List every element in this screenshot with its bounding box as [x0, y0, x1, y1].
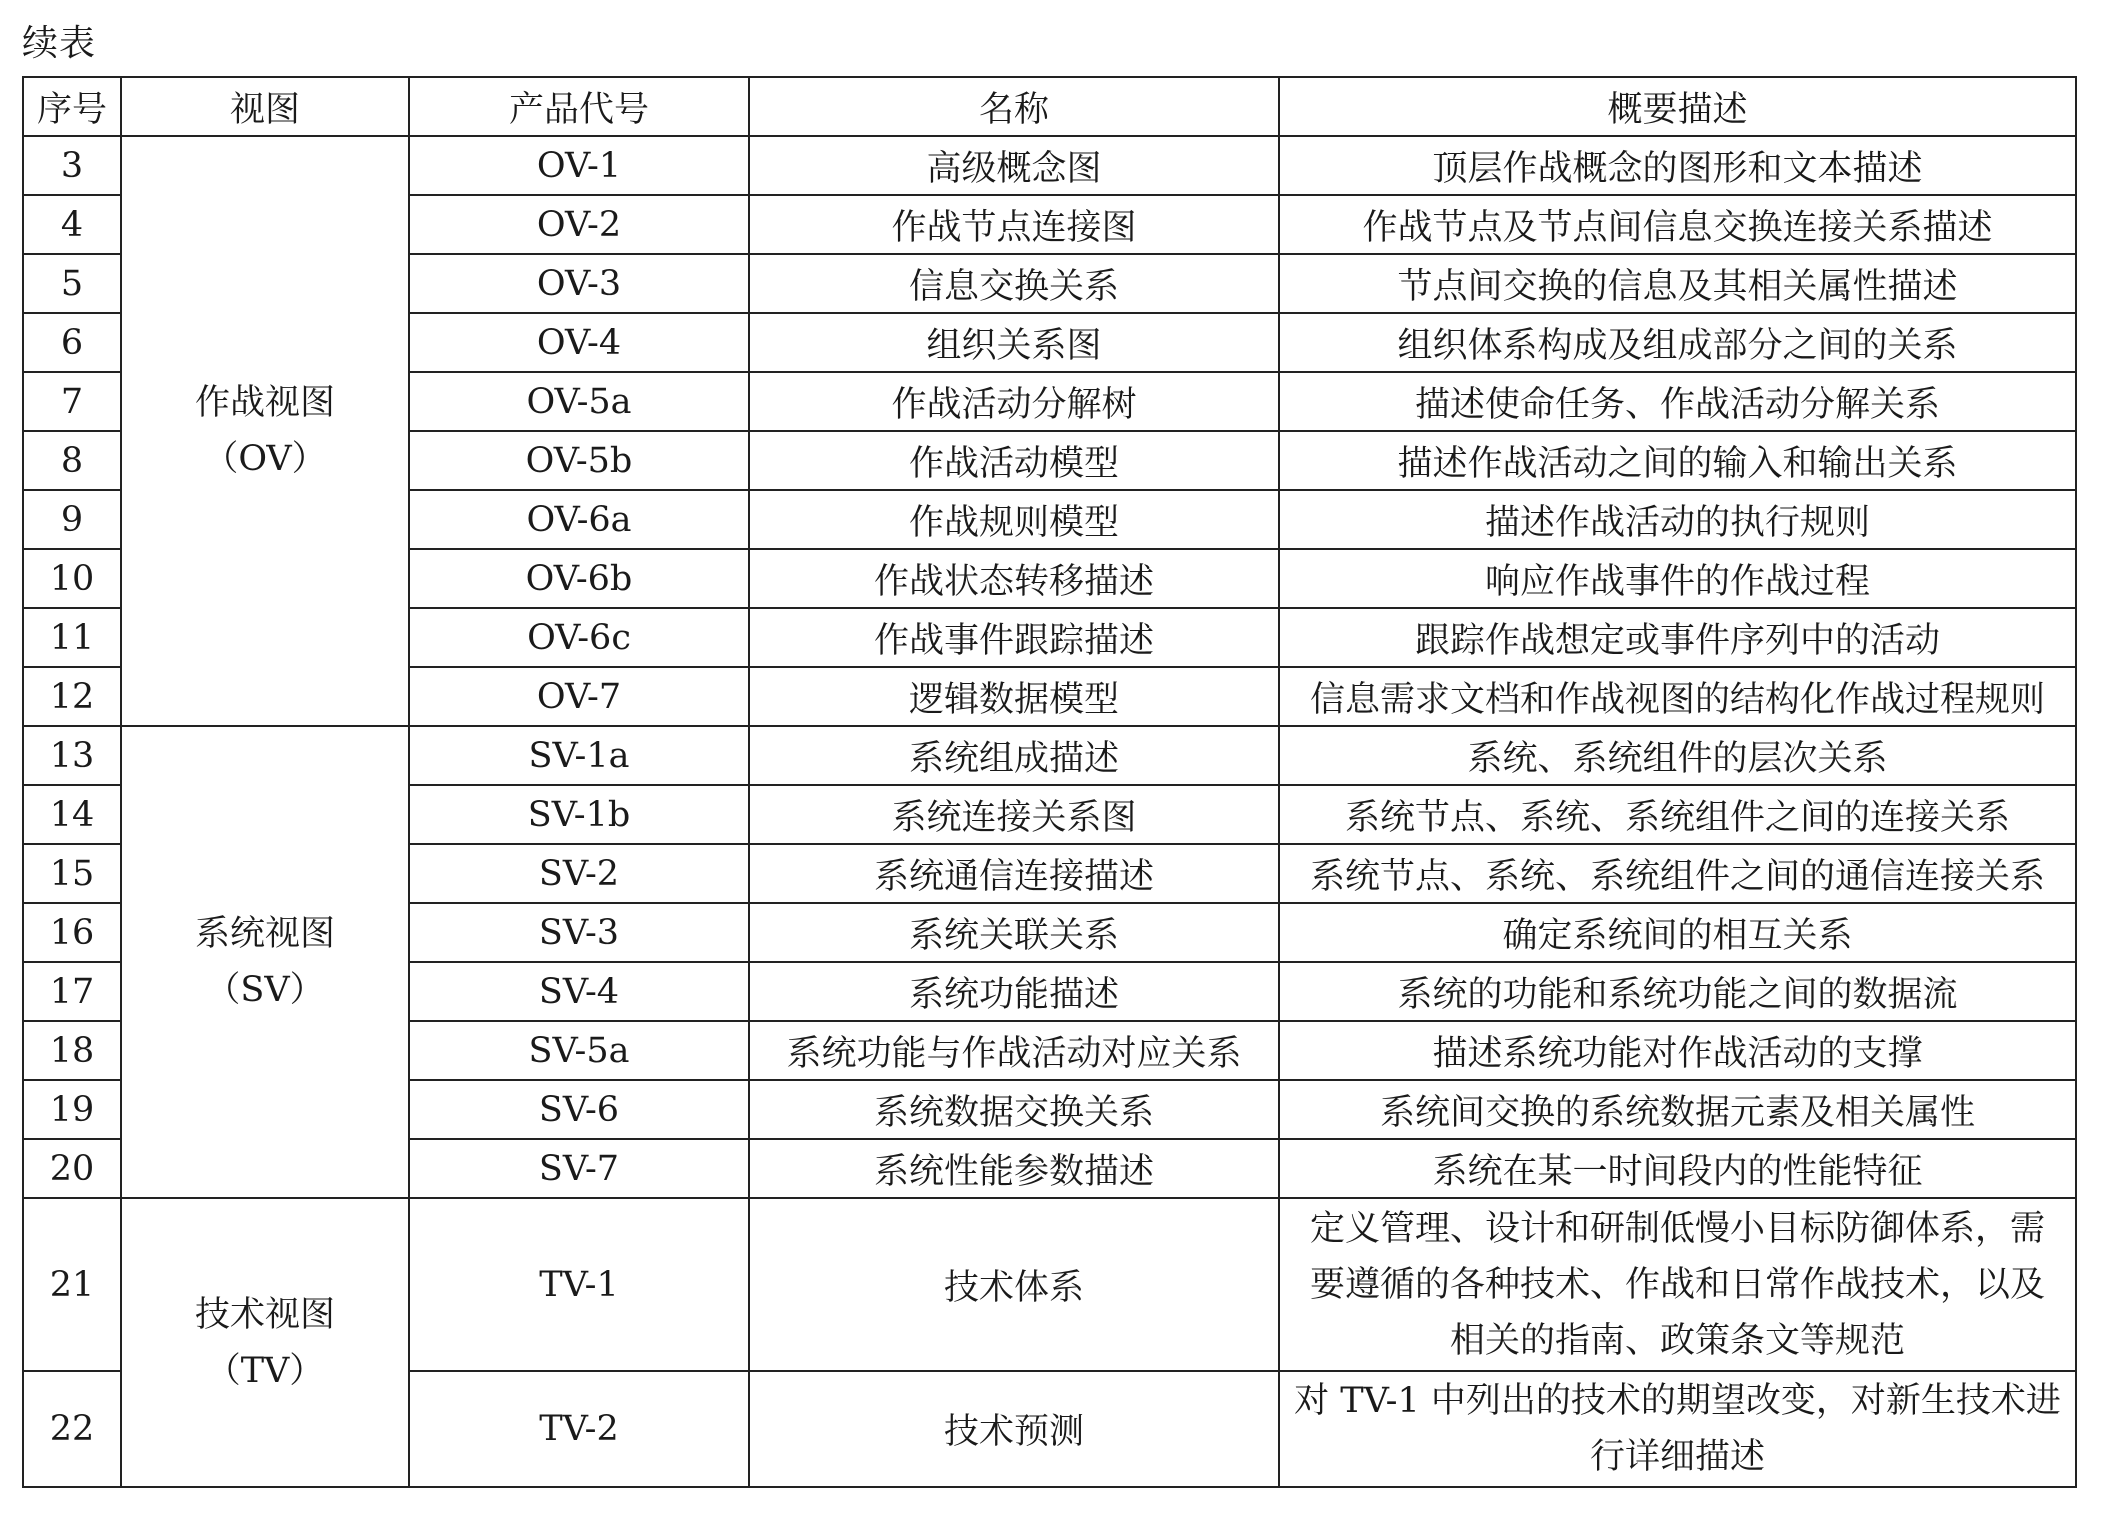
cell-desc: 确定系统间的相互关系 — [1279, 903, 2076, 962]
cell-code: OV-6b — [409, 549, 749, 608]
cell-desc: 描述系统功能对作战活动的支撑 — [1279, 1021, 2076, 1080]
cell-desc: 系统节点、系统、系统组件之间的通信连接关系 — [1279, 844, 2076, 903]
cell-code: OV-6a — [409, 490, 749, 549]
cell-name: 高级概念图 — [749, 136, 1279, 195]
cell-code: OV-5a — [409, 372, 749, 431]
cell-code: SV-6 — [409, 1080, 749, 1139]
cell-index: 18 — [23, 1021, 121, 1080]
cell-desc: 描述使命任务、作战活动分解关系 — [1279, 372, 2076, 431]
group-name-sv: 系统视图 — [194, 914, 335, 954]
cell-desc: 系统在某一时间段内的性能特征 — [1279, 1139, 2076, 1198]
cell-name: 作战事件跟踪描述 — [749, 608, 1279, 667]
cell-desc: 顶层作战概念的图形和文本描述 — [1279, 136, 2076, 195]
table-row — [23, 136, 2076, 195]
cell-index: 22 — [23, 1371, 121, 1487]
cell-desc: 节点间交换的信息及其相关属性描述 — [1279, 254, 2076, 313]
cell-code: SV-4 — [409, 962, 749, 1021]
cell-name: 组织关系图 — [749, 313, 1279, 372]
cell-desc: 组织体系构成及组成部分之间的关系 — [1279, 313, 2076, 372]
cell-name: 信息交换关系 — [749, 254, 1279, 313]
cell-code: SV-7 — [409, 1139, 749, 1198]
header-index: 序号 — [23, 77, 121, 136]
group-code-ov: （OV） — [203, 439, 327, 479]
cell-desc: 系统间交换的系统数据元素及相关属性 — [1279, 1080, 2076, 1139]
cell-index: 21 — [23, 1198, 121, 1371]
header-view: 视图 — [121, 77, 409, 136]
cell-name: 作战规则模型 — [749, 490, 1279, 549]
cell-name: 作战状态转移描述 — [749, 549, 1279, 608]
cell-code: OV-7 — [409, 667, 749, 726]
table-row — [23, 1198, 2076, 1371]
cell-index: 10 — [23, 549, 121, 608]
table-caption: 续表 — [22, 23, 97, 64]
cell-name: 系统功能描述 — [749, 962, 1279, 1021]
cell-name: 系统组成描述 — [749, 726, 1279, 785]
cell-desc: 响应作战事件的作战过程 — [1279, 549, 2076, 608]
group-cell-tv — [121, 1198, 409, 1487]
cell-desc: 作战节点及节点间信息交换连接关系描述 — [1279, 195, 2076, 254]
group-name-tv: 技术视图 — [194, 1294, 335, 1335]
cell-name: 系统性能参数描述 — [749, 1139, 1279, 1198]
header-code: 产品代号 — [409, 77, 749, 136]
cell-code: SV-1b — [409, 785, 749, 844]
cell-desc: 定义管理、设计和研制低慢小目标防御体系，需要遵循的各种技术、作战和日常作战技术，以及相关的指南、政策条文等规范 — [1279, 1198, 2076, 1371]
cell-code: TV-1 — [409, 1198, 749, 1371]
group-code-tv: （TV） — [205, 1350, 325, 1391]
cell-index: 11 — [23, 608, 121, 667]
cell-name: 系统关联关系 — [749, 903, 1279, 962]
group-code-sv: （SV） — [205, 970, 325, 1010]
cell-name: 技术体系 — [749, 1198, 1279, 1371]
cell-code: OV-1 — [409, 136, 749, 195]
cell-code: SV-3 — [409, 903, 749, 962]
cell-name: 作战节点连接图 — [749, 195, 1279, 254]
cell-desc: 对 TV-1 中列出的技术的期望改变，对新生技术进行详细描述 — [1279, 1371, 2076, 1487]
cell-code: OV-3 — [409, 254, 749, 313]
cell-desc: 信息需求文档和作战视图的结构化作战过程规则 — [1279, 667, 2076, 726]
header-name: 名称 — [749, 77, 1279, 136]
group-cell-sv — [121, 726, 409, 1198]
cell-code: TV-2 — [409, 1371, 749, 1487]
cell-name: 作战活动模型 — [749, 431, 1279, 490]
cell-index: 5 — [23, 254, 121, 313]
cell-index: 12 — [23, 667, 121, 726]
cell-desc: 系统的功能和系统功能之间的数据流 — [1279, 962, 2076, 1021]
cell-index: 19 — [23, 1080, 121, 1139]
cell-name: 逻辑数据模型 — [749, 667, 1279, 726]
cell-index: 15 — [23, 844, 121, 903]
cell-name: 技术预测 — [749, 1371, 1279, 1487]
cell-index: 7 — [23, 372, 121, 431]
cell-index: 16 — [23, 903, 121, 962]
cell-code: SV-2 — [409, 844, 749, 903]
table-row — [23, 726, 2076, 785]
cell-index: 4 — [23, 195, 121, 254]
cell-name: 系统通信连接描述 — [749, 844, 1279, 903]
cell-name: 系统功能与作战活动对应关系 — [749, 1021, 1279, 1080]
cell-index: 8 — [23, 431, 121, 490]
header-desc: 概要描述 — [1279, 77, 2076, 136]
cell-name: 系统连接关系图 — [749, 785, 1279, 844]
cell-index: 3 — [23, 136, 121, 195]
architecture-products-table — [22, 76, 2077, 1488]
cell-index: 6 — [23, 313, 121, 372]
cell-desc: 跟踪作战想定或事件序列中的活动 — [1279, 608, 2076, 667]
table-header-row — [23, 77, 2076, 136]
cell-name: 作战活动分解树 — [749, 372, 1279, 431]
cell-code: SV-1a — [409, 726, 749, 785]
cell-desc: 描述作战活动的执行规则 — [1279, 490, 2076, 549]
cell-code: SV-5a — [409, 1021, 749, 1080]
cell-index: 9 — [23, 490, 121, 549]
cell-desc: 描述作战活动之间的输入和输出关系 — [1279, 431, 2076, 490]
cell-code: OV-4 — [409, 313, 749, 372]
cell-index: 14 — [23, 785, 121, 844]
cell-name: 系统数据交换关系 — [749, 1080, 1279, 1139]
cell-index: 20 — [23, 1139, 121, 1198]
cell-desc: 系统、系统组件的层次关系 — [1279, 726, 2076, 785]
group-cell-ov — [121, 136, 409, 726]
cell-code: OV-6c — [409, 608, 749, 667]
cell-desc: 系统节点、系统、系统组件之间的连接关系 — [1279, 785, 2076, 844]
cell-index: 13 — [23, 726, 121, 785]
cell-code: OV-5b — [409, 431, 749, 490]
group-name-ov: 作战视图 — [194, 383, 335, 423]
cell-index: 17 — [23, 962, 121, 1021]
cell-code: OV-2 — [409, 195, 749, 254]
